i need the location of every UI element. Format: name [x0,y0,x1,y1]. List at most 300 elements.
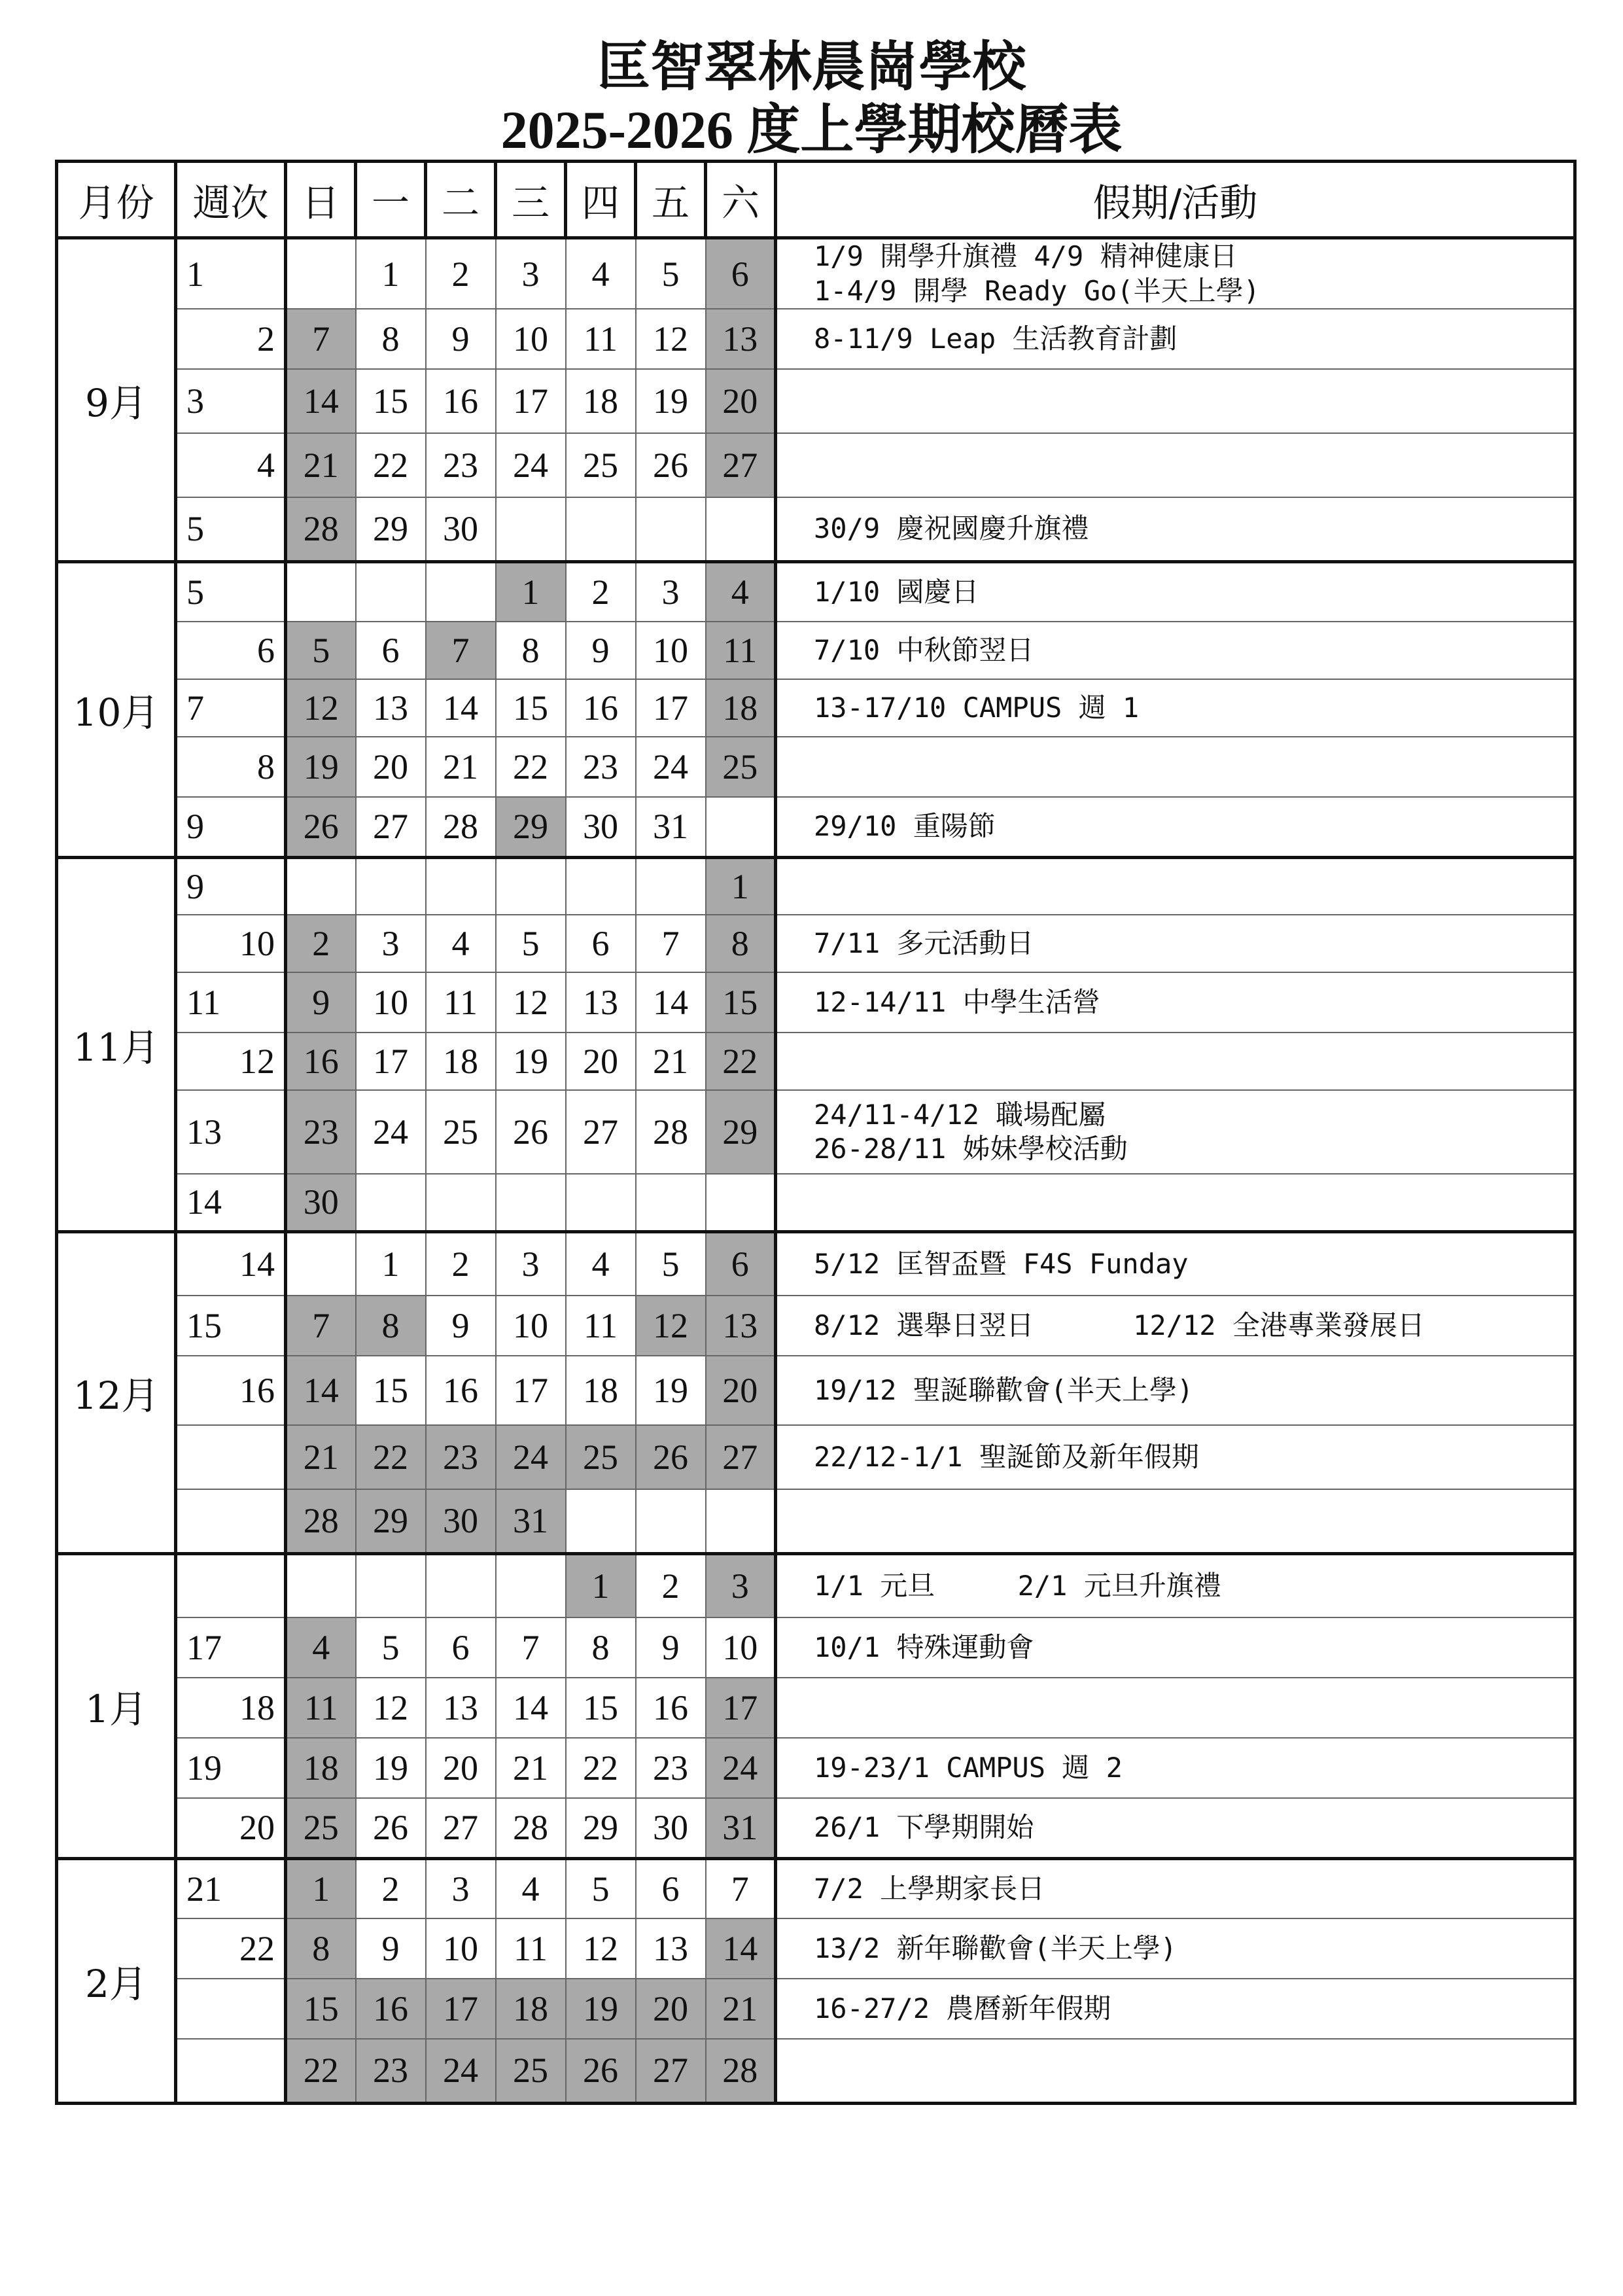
day-cell: 11 [286,1678,356,1738]
day-cell: 1 [356,238,426,309]
activity-line: 10/1 特殊運動會 [814,1631,1034,1663]
week-number: 8 [176,737,286,797]
day-cell: 19 [636,1356,706,1425]
week-number: 4 [176,433,286,497]
day-cell: 16 [426,1356,496,1425]
day-cell: 6 [426,1617,496,1678]
day-cell: 21 [286,433,356,497]
day-cell: 12 [356,1678,426,1738]
day-cell: 20 [356,737,426,797]
activity-cell [776,797,1575,857]
day-cell [566,497,636,561]
activity-header: 假期/活動 [776,162,1575,238]
day-cell: 18 [566,1356,636,1425]
activity-cell [776,1174,1575,1231]
day-cell: 14 [286,1356,356,1425]
day-cell: 13 [566,972,636,1033]
day-cell: 7 [636,915,706,972]
header-row [57,162,1575,238]
day-cell [426,857,496,915]
week-row [57,679,1575,737]
activity-cell [776,972,1575,1033]
day-cell: 20 [636,1979,706,2039]
day-cell: 22 [706,1033,776,1090]
week-number: 6 [176,622,286,679]
activity-cell [776,1231,1575,1296]
day-cell: 23 [356,2039,426,2103]
activity-cell [776,2039,1575,2103]
week-number: 9 [176,797,286,857]
week-row [57,972,1575,1033]
activity-cell [776,1425,1575,1489]
week-number: 1 [176,238,286,309]
day-cell: 18 [286,1738,356,1798]
day-cell: 6 [356,622,426,679]
week-row [57,1678,1575,1738]
week-row [57,1425,1575,1489]
day-cell: 4 [566,238,636,309]
day-cell: 7 [706,1858,776,1918]
day-cell: 30 [636,1798,706,1858]
day-cell: 24 [496,433,566,497]
day-cell [706,1174,776,1231]
day-header-mon: 一 [356,162,426,238]
day-cell: 16 [636,1678,706,1738]
week-row [57,1489,1575,1553]
day-cell: 26 [356,1798,426,1858]
day-cell: 30 [426,497,496,561]
day-cell: 22 [286,2039,356,2103]
day-cell: 23 [426,1425,496,1489]
day-cell: 29 [706,1090,776,1174]
day-cell: 28 [496,1798,566,1858]
week-number: 15 [176,1296,286,1356]
week-number: 18 [176,1678,286,1738]
day-cell: 13 [426,1678,496,1738]
day-cell: 13 [706,309,776,369]
week-number: 2 [176,309,286,369]
day-cell [286,1231,356,1296]
day-cell: 12 [566,1918,636,1979]
day-cell: 16 [356,1979,426,2039]
day-header-sun: 日 [286,162,356,238]
activity-cell [776,1738,1575,1798]
day-cell: 9 [426,1296,496,1356]
day-cell: 25 [706,737,776,797]
day-cell: 18 [496,1979,566,2039]
day-cell: 19 [286,737,356,797]
activity-cell [776,1296,1575,1356]
day-cell [286,1553,356,1617]
week-row [57,857,1575,915]
week-number [176,1489,286,1553]
activity-line: 24/11-4/12 職場配屬 [814,1098,1106,1131]
day-cell: 30 [566,797,636,857]
week-number: 17 [176,1617,286,1678]
week-number: 12 [176,1033,286,1090]
day-cell: 2 [426,238,496,309]
day-cell: 5 [636,238,706,309]
day-cell: 23 [566,737,636,797]
week-row [57,1858,1575,1918]
activity-line: 30/9 慶祝國慶升旗禮 [814,512,1089,544]
day-cell: 2 [426,1231,496,1296]
day-cell: 14 [706,1918,776,1979]
week-row [57,369,1575,433]
activity-cell [776,497,1575,561]
week-row [57,797,1575,857]
day-cell: 9 [286,972,356,1033]
day-cell: 4 [706,561,776,622]
activity-line: 5/12 匡智盃暨 F4S Funday [814,1247,1189,1280]
month-label: 9月 [57,238,176,562]
day-cell: 5 [566,1858,636,1918]
day-cell: 8 [566,1617,636,1678]
week-number: 7 [176,679,286,737]
week-row [57,238,1575,309]
week-row [57,1798,1575,1858]
day-cell: 27 [566,1090,636,1174]
day-cell [426,1553,496,1617]
day-cell: 1 [496,561,566,622]
activity-line: 26-28/11 姊妹學校活動 [814,1133,1128,1165]
week-row [57,1738,1575,1798]
activity-line: 1-4/9 開學 Ready Go(半天上學) [814,274,1260,307]
day-cell [496,1174,566,1231]
activity-cell [776,679,1575,737]
month-label: 11月 [57,857,176,1231]
day-cell: 29 [496,797,566,857]
day-cell: 14 [426,679,496,737]
week-row [57,309,1575,369]
school-calendar-table [55,160,1577,2105]
day-cell: 4 [566,1231,636,1296]
week-row [57,1231,1575,1296]
activity-line: 12-14/11 中學生活營 [814,985,1100,1018]
week-row [57,1918,1575,1979]
week-row [57,1979,1575,2039]
school-name: 匡智翠林晨崗學校 [597,37,1026,97]
day-cell: 15 [566,1678,636,1738]
day-cell: 22 [566,1738,636,1798]
activity-cell [776,1356,1575,1425]
day-cell: 13 [356,679,426,737]
day-cell: 30 [426,1489,496,1553]
day-cell: 15 [356,1356,426,1425]
day-cell [566,857,636,915]
activity-line: 1/1 元旦 2/1 元旦升旗禮 [814,1569,1221,1602]
day-cell: 2 [356,1858,426,1918]
week-row [57,1033,1575,1090]
activity-line: 19-23/1 CAMPUS 週 2 [814,1751,1123,1784]
week-row [57,1296,1575,1356]
day-cell: 31 [706,1798,776,1858]
day-cell: 3 [496,238,566,309]
day-cell: 3 [496,1231,566,1296]
activity-line: 19/12 聖誕聯歡會(半天上學) [814,1373,1194,1406]
day-cell [496,497,566,561]
day-cell: 21 [706,1979,776,2039]
day-cell: 3 [426,1858,496,1918]
day-cell: 11 [566,309,636,369]
week-number: 22 [176,1918,286,1979]
day-cell: 26 [286,797,356,857]
day-cell: 6 [566,915,636,972]
day-cell: 11 [566,1296,636,1356]
day-cell: 3 [706,1553,776,1617]
day-cell: 24 [706,1738,776,1798]
week-number: 9 [176,857,286,915]
day-cell: 2 [566,561,636,622]
day-cell: 8 [706,915,776,972]
week-row [57,497,1575,561]
activity-line: 1/9 開學升旗禮 4/9 精神健康日 [814,240,1238,272]
day-cell: 7 [426,622,496,679]
day-cell: 20 [426,1738,496,1798]
day-cell [496,857,566,915]
activity-cell [776,433,1575,497]
day-cell: 21 [426,737,496,797]
week-number: 20 [176,1798,286,1858]
day-cell: 24 [356,1090,426,1174]
calendar-body [57,238,1575,2104]
week-header: 週次 [176,162,286,238]
week-row [57,915,1575,972]
day-cell: 15 [286,1979,356,2039]
day-cell: 22 [356,433,426,497]
activity-cell [776,238,1575,309]
day-cell: 16 [286,1033,356,1090]
day-cell: 16 [426,369,496,433]
day-cell: 17 [426,1979,496,2039]
day-cell [426,561,496,622]
day-cell: 3 [356,915,426,972]
day-cell [636,1174,706,1231]
day-cell [636,497,706,561]
week-number [176,2039,286,2103]
day-cell: 2 [636,1553,706,1617]
day-cell: 21 [286,1425,356,1489]
week-number: 11 [176,972,286,1033]
day-cell: 28 [286,497,356,561]
day-cell: 4 [496,1858,566,1918]
day-cell [496,1553,566,1617]
day-cell: 8 [496,622,566,679]
activity-cell [776,1033,1575,1090]
day-cell: 4 [426,915,496,972]
day-cell: 12 [636,1296,706,1356]
activity-cell [776,622,1575,679]
day-cell: 28 [636,1090,706,1174]
day-cell: 9 [566,622,636,679]
week-number: 14 [176,1231,286,1296]
day-cell: 12 [636,309,706,369]
day-header-thu: 四 [566,162,636,238]
day-cell [286,238,356,309]
activity-cell [776,1979,1575,2039]
day-cell: 5 [356,1617,426,1678]
day-cell: 20 [566,1033,636,1090]
day-cell: 17 [706,1678,776,1738]
day-cell: 29 [356,497,426,561]
day-cell: 31 [496,1489,566,1553]
day-cell: 4 [286,1617,356,1678]
day-cell: 15 [356,369,426,433]
day-cell: 22 [496,737,566,797]
day-cell [286,857,356,915]
day-cell: 16 [566,679,636,737]
day-cell [706,497,776,561]
day-cell: 14 [286,369,356,433]
week-number [176,1425,286,1489]
day-cell [426,1174,496,1231]
day-cell: 12 [496,972,566,1033]
activity-line: 13/2 新年聯歡會(半天上學) [814,1932,1178,1964]
day-cell: 24 [496,1425,566,1489]
day-header-fri: 五 [636,162,706,238]
day-cell: 15 [496,679,566,737]
month-label: 12月 [57,1231,176,1553]
day-cell: 9 [636,1617,706,1678]
day-cell [636,857,706,915]
day-cell: 27 [426,1798,496,1858]
day-cell: 26 [636,1425,706,1489]
day-cell: 14 [496,1678,566,1738]
day-cell: 17 [356,1033,426,1090]
week-number: 3 [176,369,286,433]
day-cell: 11 [426,972,496,1033]
day-cell: 5 [286,622,356,679]
day-cell: 17 [496,369,566,433]
week-number: 16 [176,1356,286,1425]
week-row [57,1090,1575,1174]
day-cell: 28 [706,2039,776,2103]
day-cell: 1 [286,1858,356,1918]
activity-cell [776,1678,1575,1738]
day-cell: 13 [706,1296,776,1356]
day-header-tue: 二 [426,162,496,238]
day-cell: 25 [286,1798,356,1858]
day-cell: 5 [496,915,566,972]
day-cell: 21 [496,1738,566,1798]
week-row [57,433,1575,497]
week-number [176,1553,286,1617]
day-cell [706,797,776,857]
day-cell: 19 [496,1033,566,1090]
day-header-sat: 六 [706,162,776,238]
day-cell [356,561,426,622]
activity-cell [776,857,1575,915]
day-cell: 25 [566,1425,636,1489]
day-cell: 29 [566,1798,636,1858]
activity-cell [776,369,1575,433]
day-cell: 19 [356,1738,426,1798]
month-label: 10月 [57,561,176,857]
day-cell: 27 [356,797,426,857]
activity-line: 29/10 重陽節 [814,810,996,842]
week-number: 5 [176,561,286,622]
day-cell: 29 [356,1489,426,1553]
day-cell: 7 [496,1617,566,1678]
day-cell: 25 [426,1090,496,1174]
day-cell [286,561,356,622]
day-cell: 24 [426,2039,496,2103]
day-cell: 28 [426,797,496,857]
week-row [57,1617,1575,1678]
day-cell: 8 [286,1918,356,1979]
day-cell: 18 [566,369,636,433]
day-cell: 26 [636,433,706,497]
week-number: 19 [176,1738,286,1798]
day-cell: 10 [706,1617,776,1678]
day-cell: 3 [636,561,706,622]
activity-cell [776,1090,1575,1174]
activity-cell [776,1553,1575,1617]
month-label: 1月 [57,1553,176,1858]
day-cell: 17 [636,679,706,737]
day-cell: 1 [356,1231,426,1296]
day-cell: 6 [636,1858,706,1918]
day-cell: 28 [286,1489,356,1553]
week-number [176,1979,286,2039]
day-cell: 10 [356,972,426,1033]
day-cell: 23 [426,433,496,497]
day-cell [636,1489,706,1553]
day-cell [356,1174,426,1231]
day-cell: 27 [706,433,776,497]
day-cell: 18 [426,1033,496,1090]
day-cell: 8 [356,1296,426,1356]
activity-cell [776,1617,1575,1678]
week-row [57,1356,1575,1425]
day-cell: 19 [566,1979,636,2039]
day-cell: 25 [496,2039,566,2103]
week-row [57,737,1575,797]
activity-line: 7/11 多元活動日 [814,927,1034,959]
day-cell: 26 [496,1090,566,1174]
activity-line: 7/10 中秋節翌日 [814,633,1034,666]
day-cell: 11 [706,622,776,679]
day-cell: 19 [636,369,706,433]
day-cell: 27 [706,1425,776,1489]
day-cell: 15 [706,972,776,1033]
day-cell: 1 [566,1553,636,1617]
activity-cell [776,915,1575,972]
day-cell: 12 [286,679,356,737]
week-row [57,1553,1575,1617]
activity-cell [776,1918,1575,1979]
day-cell: 26 [566,2039,636,2103]
day-cell: 17 [496,1356,566,1425]
day-cell: 22 [356,1425,426,1489]
day-cell: 8 [356,309,426,369]
week-row [57,1174,1575,1231]
activity-cell [776,1798,1575,1858]
week-number: 21 [176,1858,286,1918]
activity-line: 13-17/10 CAMPUS 週 1 [814,691,1140,724]
week-number: 5 [176,497,286,561]
week-row [57,2039,1575,2103]
day-cell: 20 [706,369,776,433]
activity-cell [776,309,1575,369]
day-cell [566,1489,636,1553]
day-cell: 13 [636,1918,706,1979]
month-header: 月份 [57,162,176,238]
day-cell [566,1174,636,1231]
activity-line: 22/12-1/1 聖誕節及新年假期 [814,1440,1199,1473]
day-cell: 31 [636,797,706,857]
day-cell: 23 [636,1738,706,1798]
